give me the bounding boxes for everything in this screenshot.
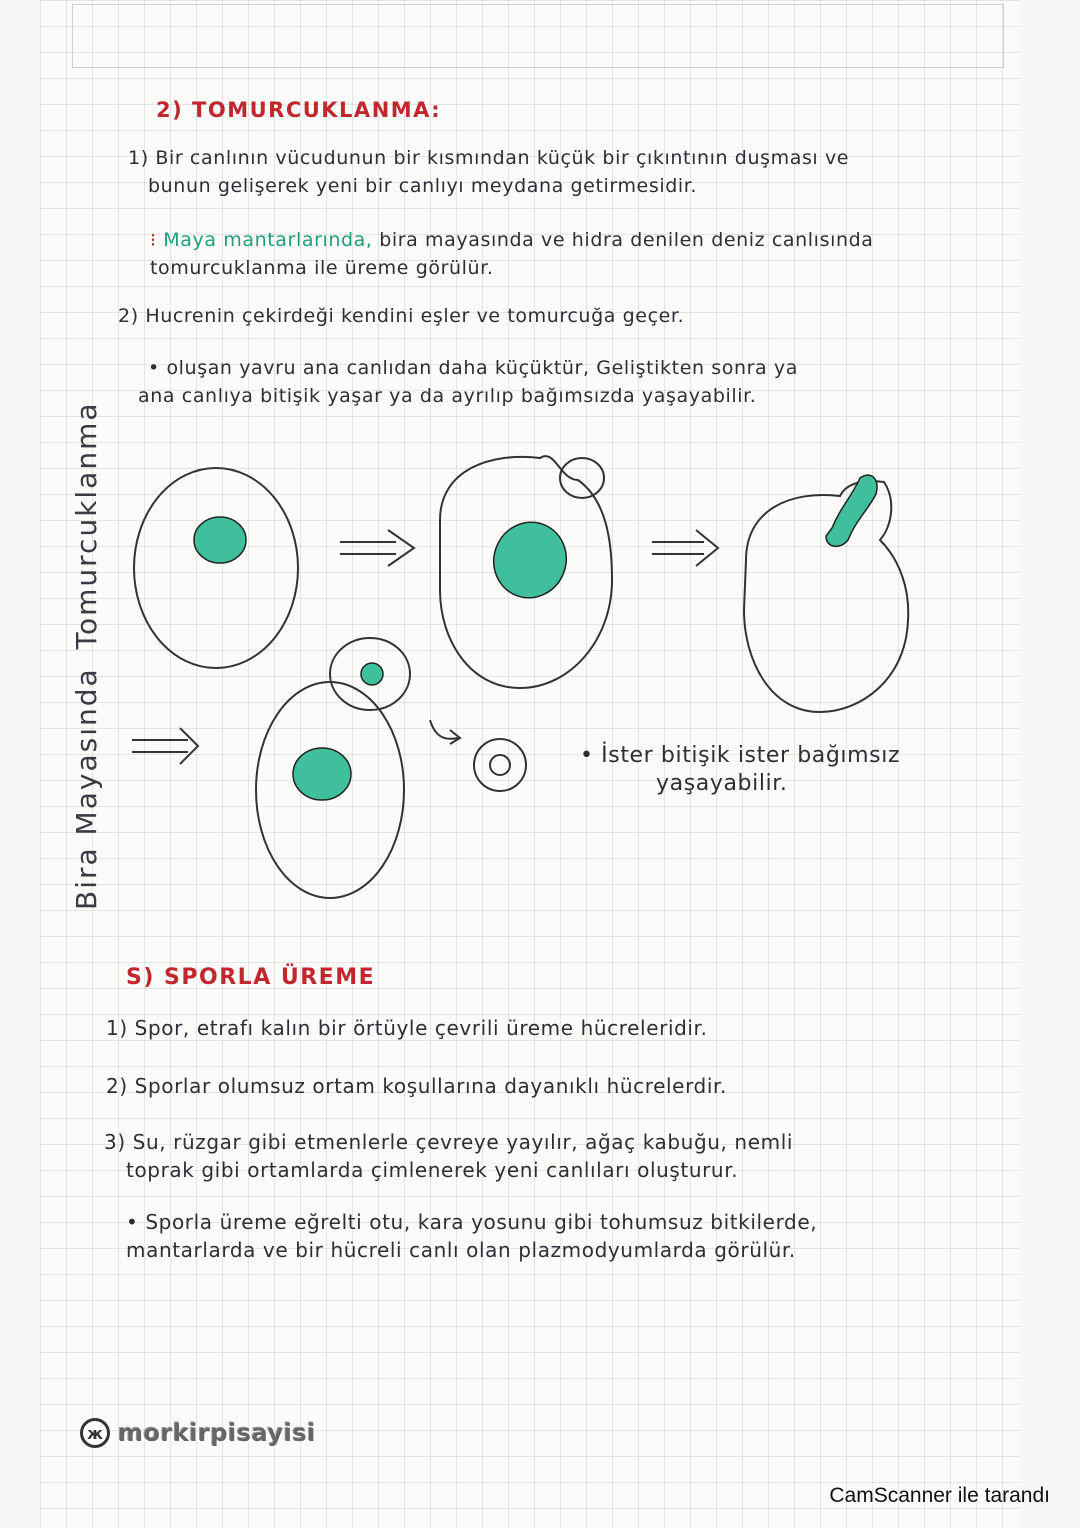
- offspring-note-line1: • oluşan yavru ana canlıdan daha küçüktür, Geliştikten sonra ya: [148, 357, 799, 379]
- nucleus-copies-sentence: 2) Hucrenin çekirdeği kendini eşler ve tomurcuğa geçer.: [118, 305, 685, 327]
- cell-3: [744, 481, 908, 712]
- budding-definition-line1: 1) Bir canlının vücudunun bir kısmından küçük bir çıkıntının duşması ve: [128, 147, 850, 169]
- arrow-right-1: [340, 530, 414, 566]
- arrow-right-2: [652, 530, 718, 566]
- nucleus-1: [194, 517, 246, 563]
- side-label-part2: Tomurcuklanma: [70, 401, 103, 650]
- section-title-spores: S) SPORLA ÜREME: [126, 965, 376, 990]
- spore-spread-line2: toprak gibi ortamlarda çimlenerek yeni canlıları oluşturur.: [126, 1158, 739, 1182]
- examples-rest: bira mayasında ve hidra denilen deniz canlısında: [379, 229, 874, 251]
- examples-marker: ⁝: [150, 229, 157, 251]
- spore-examples-line2: mantarlarda ve bir hücreli canlı olan plazmodyumlarda görülür.: [126, 1238, 796, 1262]
- examples-highlight: Maya mantarlarında,: [163, 229, 373, 251]
- spore-definition: 1) Spor, etrafı kalın bir örtüyle çevrili üreme hücreleridir.: [106, 1016, 708, 1040]
- watermark: [80, 1418, 316, 1448]
- arrow-right-3: [132, 728, 198, 764]
- side-label-part1: Bira Mayasında: [70, 667, 103, 910]
- independence-note-line2: yaşayabilir.: [656, 771, 788, 796]
- offspring-note-line2: ana canlıya bitişik yaşar ya da ayrılıp bağımsızda yaşayabilir.: [138, 385, 757, 407]
- hedgehog-logo-icon: ж: [80, 1418, 110, 1448]
- free-bud-inner: [490, 755, 510, 775]
- budding-examples-line2: tomurcuklanma ile üreme görülür.: [150, 257, 494, 279]
- nucleus-bud: [361, 663, 383, 685]
- free-bud-outer: [474, 739, 526, 791]
- nucleus-4: [293, 748, 351, 800]
- scanner-footer: CamScanner ile tarandı: [829, 1484, 1050, 1507]
- spore-examples-line1: • Sporla üreme eğrelti otu, kara yosunu gibi tohumsuz bitkilerde,: [126, 1210, 818, 1234]
- independence-note-line1: • İster bitişik ister bağımsız: [580, 743, 901, 768]
- budding-definition-line2: bunun gelişerek yeni bir canlıyı meydana getirmesidir.: [148, 175, 698, 197]
- cell-2-bud: [560, 458, 604, 498]
- spore-spread-line1: 3) Su, rüzgar gibi etmenlerle çevreye yayılır, ağaç kabuğu, nemli: [104, 1130, 794, 1154]
- detach-arrow: [430, 720, 458, 739]
- watermark-text: morkirpisayisi: [118, 1419, 316, 1447]
- spore-durability: 2) Sporlar olumsuz ortam koşullarına dayanıklı hücrelerdir.: [106, 1074, 727, 1098]
- cell-1: [134, 468, 298, 668]
- nucleus-2: [483, 512, 577, 608]
- section-title-budding: 2) TOMURCUKLANMA:: [156, 98, 442, 122]
